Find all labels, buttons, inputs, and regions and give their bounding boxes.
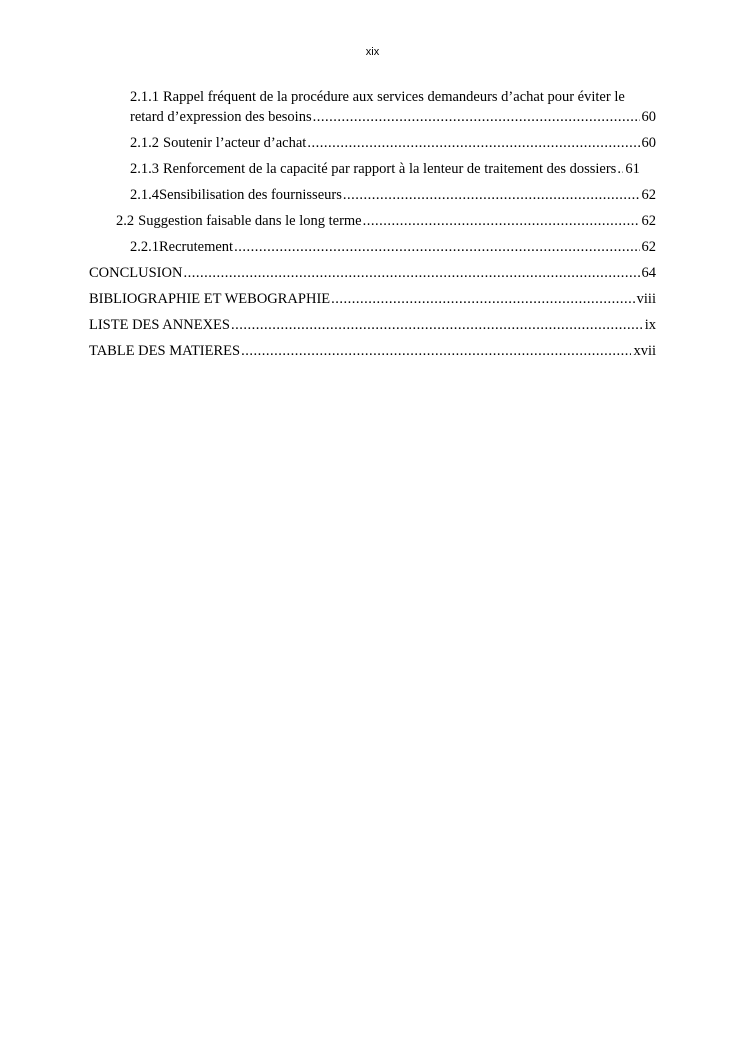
dot-leader — [617, 160, 623, 178]
toc-entry-liste-des-annexes[interactable] — [89, 316, 656, 334]
toc-entry-title: Sensibilisation des fournisseurs — [159, 187, 342, 203]
dot-leader — [231, 316, 643, 334]
toc-entry-title: Renforcement de la capacité par rapport à la lenteur de traitement des dossiers — [163, 161, 617, 177]
dot-leader — [234, 238, 639, 256]
toc-entry-2-2[interactable] — [89, 212, 656, 230]
toc-entry-number: 2.1.3 — [130, 161, 159, 177]
dot-leader — [241, 342, 631, 360]
toc-entry-title: CONCLUSION — [89, 265, 183, 281]
toc-entry-page: 64 — [641, 265, 656, 281]
toc-entry-title: Rappel fréquent de la procédure aux services demandeurs d’achat pour éviter le — [163, 89, 625, 105]
toc-entry-title: LISTE DES ANNEXES — [89, 317, 230, 333]
toc-entry-table-des-matieres[interactable] — [89, 342, 656, 360]
toc-entry-page: 61 — [625, 161, 640, 177]
toc-entry-number: 2.2 — [116, 213, 135, 229]
toc-entry-number: 2.1.4 — [130, 187, 159, 203]
toc-entry-page: viii — [636, 291, 656, 307]
toc-entry-title: retard d’expression des besoins — [130, 109, 312, 125]
toc-entry-number: 2.2.1 — [130, 239, 159, 255]
toc-entry-conclusion[interactable] — [89, 264, 656, 282]
toc-entry-2-2-1[interactable] — [89, 238, 656, 256]
page-number: xix — [365, 46, 380, 58]
toc-entry-title: TABLE DES MATIERES — [89, 343, 241, 359]
toc-entry-title: Soutenir l’acteur d’achat — [163, 135, 307, 151]
toc-entry-title: BIBLIOGRAPHIE ET WEBOGRAPHIE — [89, 291, 331, 307]
dot-leader — [183, 264, 639, 282]
dot-leader — [363, 212, 640, 230]
toc-entry-page: 60 — [641, 135, 656, 151]
toc-entry-2-1-4[interactable] — [89, 186, 656, 204]
dot-leader — [313, 108, 640, 126]
toc-entry-title: Recrutement — [159, 239, 234, 255]
toc-entry-page: xvii — [633, 343, 656, 359]
toc-entry-page: ix — [644, 317, 656, 333]
toc-entry-number: 2.1.1 — [130, 89, 159, 105]
toc-entry-bibliographie[interactable] — [89, 290, 656, 308]
toc-entry-number: 2.1.2 — [130, 135, 159, 151]
toc-entry-page: 62 — [641, 239, 656, 255]
toc-entry-title: Suggestion faisable dans le long terme — [138, 213, 362, 229]
dot-leader — [331, 290, 635, 308]
table-of-contents — [89, 88, 656, 368]
toc-entry-page: 60 — [641, 109, 656, 125]
toc-entry-2-1-3[interactable] — [89, 160, 656, 178]
dot-leader — [343, 186, 640, 204]
dot-leader — [307, 134, 639, 152]
toc-entry-page: 62 — [641, 187, 656, 203]
toc-entry-2-1-1[interactable] — [89, 88, 656, 106]
toc-entry-2-1-1-continuation[interactable] — [89, 108, 656, 126]
toc-entry-2-1-2[interactable] — [89, 134, 656, 152]
toc-entry-page: 62 — [641, 213, 656, 229]
